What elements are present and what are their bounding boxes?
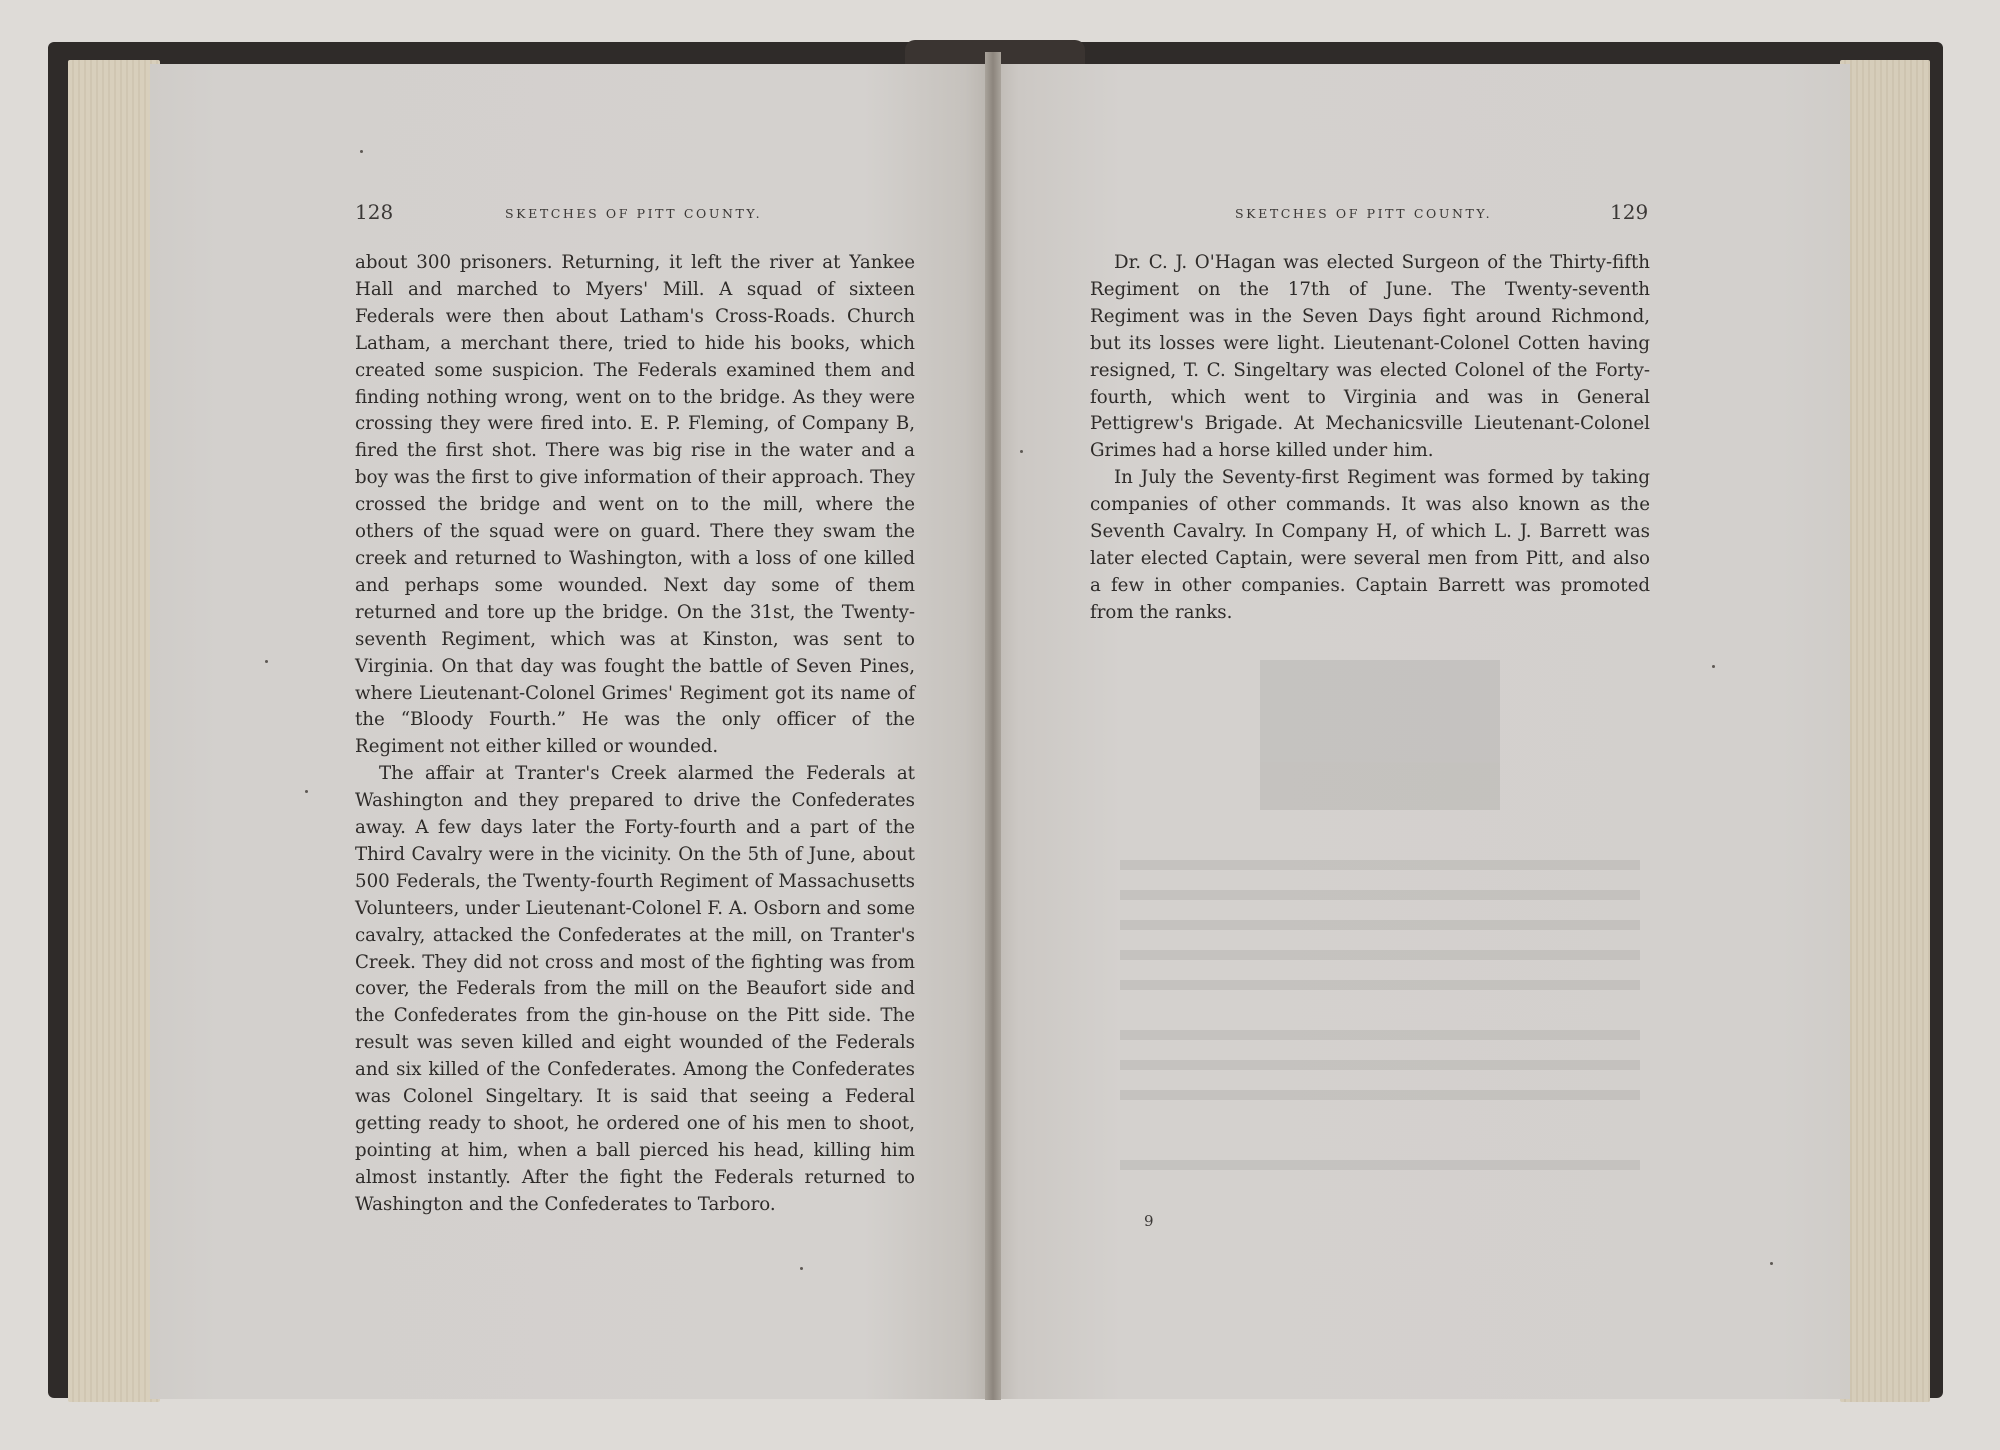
paper-speck [1770, 1262, 1773, 1265]
left-page-text [355, 250, 915, 1219]
left-running-title: SKETCHES OF PITT COUNTY. [505, 206, 763, 221]
left-page-number: 128 [355, 200, 394, 224]
paper-speck [305, 790, 308, 793]
left-paragraph-1: about 300 prisoners. Returning, it left the river at Yankee Hall and marched to Myers' Mill. A squad of sixteen Federals were then about Latham's Cross-Roads. Church Latham, a merchant there, tried to hide his books, which created some suspicion. The Federals examined them and finding nothing wrong, went on to the bridge. As they were crossing they were fired into. E. P. Fleming, of Company B, fired the first shot. There was big rise in the water and a boy was the first to give information of their approach. They crossed the bridge and went on to the mill, where the others of the squad were on guard. There they swam the creek and returned to Washington, with a loss of one killed and perhaps some wounded. Next day some of them returned and tore up the bridge. On the 31st, the Twenty-seventh Regiment, which was at Kinston, was sent to Virginia. On that day was fought the battle of Seven Pines, where Lieutenant-Colonel Grimes' Regiment got its name of the “Bloody Fourth.” He was the only officer of the Regiment not either killed or wounded. [355, 252, 915, 758]
paper-speck [360, 150, 363, 153]
book-gutter [985, 52, 1001, 1400]
left-running-head [355, 200, 920, 224]
right-page-text [1090, 250, 1650, 627]
show-through-illustration [1080, 660, 1680, 1180]
right-paragraph-1: Dr. C. J. O'Hagan was elected Surgeon of the Thirty-fifth Regiment on the 17th of June. The Twenty-seventh Regiment was in the Seven Days fight around Richmond, but its losses were light. Lieutenant-Colonel Cotten having resigned, T. C. Singeltary was elected Colonel of the Forty-fourth, which went to Virginia and was in General Pettigrew's Brigade. At Mechanicsville Lieutenant-Colonel Grimes had a horse killed under him. [1090, 252, 1650, 462]
right-page-number: 129 [1610, 200, 1649, 224]
left-page-edges [68, 60, 160, 1402]
paper-speck [265, 660, 268, 663]
paper-speck [1020, 450, 1023, 453]
right-page-edges [1840, 60, 1930, 1402]
right-paragraph-2: In July the Seventy-first Regiment was formed by taking companies of other commands. It was also known as the Seventh Cavalry. In Company H, of which L. J. Barrett was later elected Captain, were several men from Pitt, and also a few in other companies. Captain Barrett was promoted from the ranks. [1090, 467, 1650, 623]
right-running-title: SKETCHES OF PITT COUNTY. [1235, 206, 1493, 221]
signature-mark: 9 [1144, 1212, 1154, 1230]
paper-speck [800, 1267, 803, 1270]
left-paragraph-2: The affair at Tranter's Creek alarmed the Federals at Washington and they prepared to drive the Confederates away. A few days later the Forty-fourth and a part of the Third Cavalry were in the vicinity. On the 5th of June, about 500 Federals, the Twenty-fourth Regiment of Massachusetts Volunteers, under Lieutenant-Colonel F. A. Osborn and some cavalry, attacked the Confederates at the mill, on Tranter's Creek. They did not cross and most of the fighting was from cover, the Federals from the mill on the Beaufort side and the Confederates from the gin-house on the Pitt side. The result was seven killed and eight wounded of the Federals and six killed of the Confederates. Among the Confederates was Colonel Singeltary. It is said that seeing a Federal getting ready to shoot, he ordered one of his men to shoot, pointing at him, when a ball pierced his head, killing him almost instantly. After the fight the Federals returned to Washington and the Confederates to Tarboro. [355, 763, 915, 1215]
paper-speck [1712, 665, 1715, 668]
